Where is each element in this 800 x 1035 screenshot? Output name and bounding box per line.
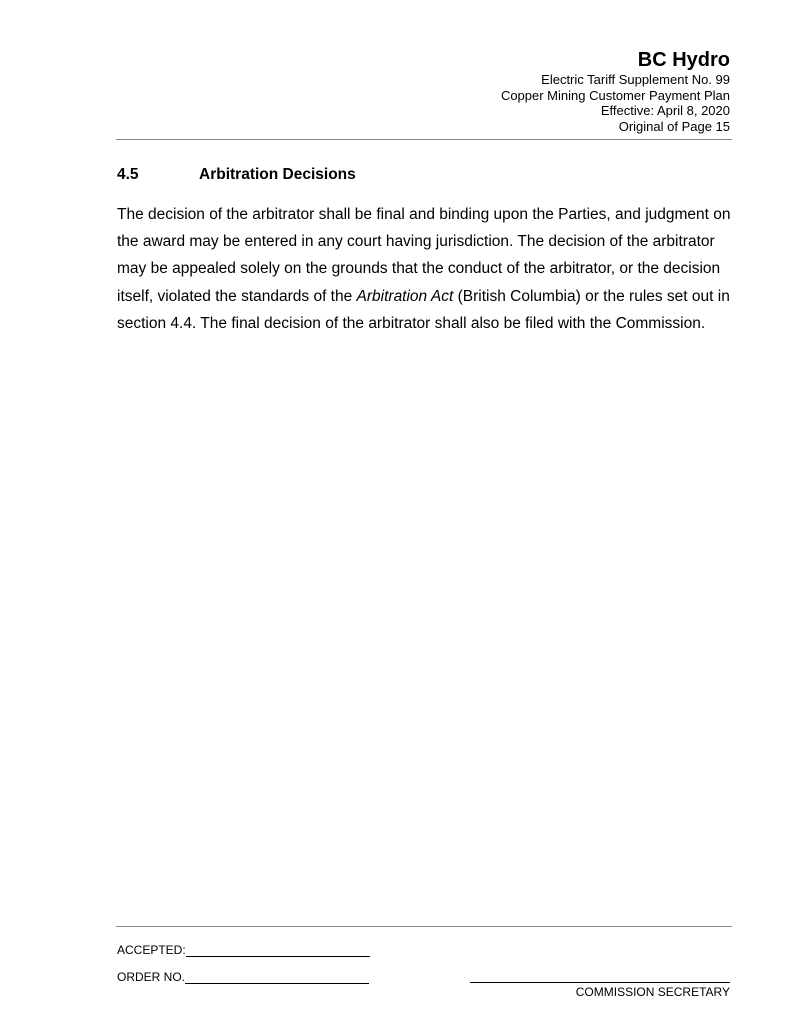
accepted-field <box>117 943 370 957</box>
order-number-field <box>117 970 369 984</box>
accepted-label: ACCEPTED: <box>117 943 186 957</box>
body-text-part-1: The decision of the arbitrator shall be final and binding upon the Parties, and judgment on the award may be entered in any court having jurisdiction. The decision of the arbitrator may be appealed solely on the grounds that the conduct of the arbitrator, or the decision itself, violated the standards of the <box>117 206 731 305</box>
header-divider <box>116 139 732 140</box>
effective-date: Effective: April 8, 2020 <box>600 103 730 118</box>
tariff-supplement: Electric Tariff Supplement No. 99 <box>541 72 730 87</box>
body-text-part-2: (British Columbia) or the rules set out in section 4.4. The final decision of the arbitrator shall also be filed with the Commission. <box>117 287 730 332</box>
section-title: Arbitration Decisions <box>199 166 356 183</box>
footer-divider <box>116 926 732 927</box>
section-number: 4.5 <box>117 166 139 183</box>
order-blank-line <box>185 971 369 984</box>
section-heading <box>117 165 356 185</box>
order-label: ORDER NO. <box>117 970 186 984</box>
company-name: BC Hydro <box>637 49 730 71</box>
accepted-blank-line <box>186 944 370 957</box>
signature-line <box>470 982 730 983</box>
section-body <box>117 201 733 337</box>
page-reference: Original of Page 15 <box>618 118 730 134</box>
signature-label: COMMISSION SECRETARY <box>575 985 730 999</box>
plan-name: Copper Mining Customer Payment Plan <box>500 87 730 103</box>
page-header <box>230 48 730 134</box>
act-name: Arbitration Act <box>356 287 454 305</box>
